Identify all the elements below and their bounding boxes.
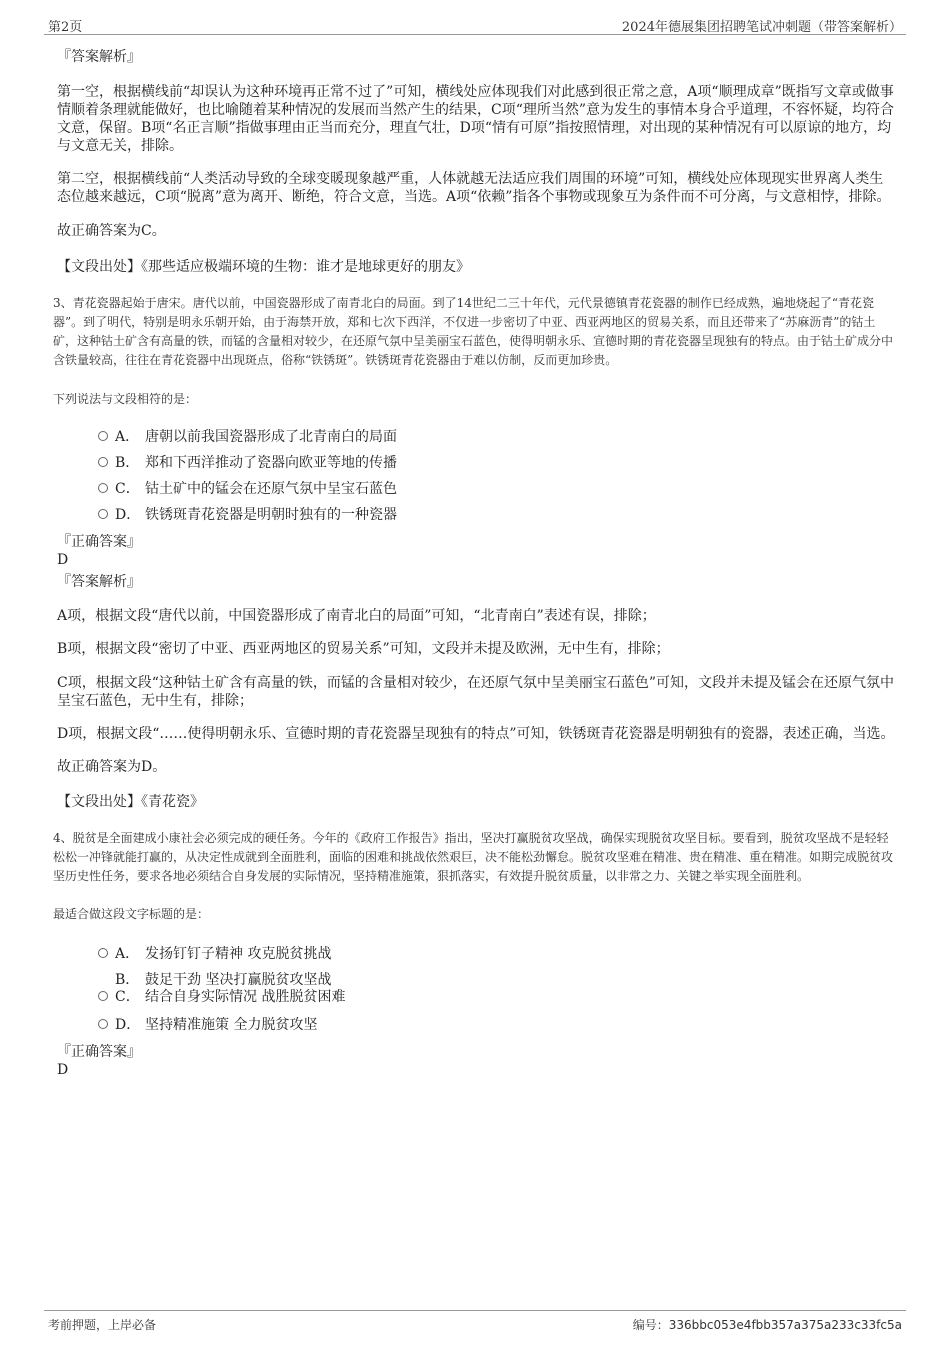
option-text: 唐朝以前我国瓷器形成了北青南白的局面 (145, 429, 397, 445)
radio-icon[interactable] (98, 1019, 108, 1029)
q4-option-b[interactable] (57, 968, 897, 988)
document-title: 2024年德展集团招聘笔试冲刺题（带答案解析） (621, 20, 902, 35)
footer-slogan: 考前押题，上岸必备 (48, 1318, 157, 1332)
q3-conclusion: 故正确答案为D。 (57, 759, 167, 775)
q3-answer-title: 『正确答案』 (57, 534, 141, 550)
q4-option-a[interactable] (57, 942, 897, 968)
q4-option-d[interactable] (57, 1013, 897, 1039)
q3-option-a[interactable] (57, 425, 897, 451)
document-code: 编号：336bbc053e4fbb357a375a233c33fc5a (632, 1318, 902, 1332)
q3-analysis-title: 『答案解析』 (57, 574, 141, 590)
q3-option-d[interactable] (57, 503, 897, 529)
q3-analysis-b: B项，根据文段“密切了中亚、西亚两地区的贸易关系”可知，文段并未提及欧洲，无中生有，排除； (57, 641, 670, 657)
option-label: D． (115, 507, 141, 523)
q2-analysis-title: 『答案解析』 (57, 49, 141, 65)
q4-answer: D (57, 1062, 69, 1078)
q3-analysis-d: D项，根据文段“……使得明朝永乐、宣德时期的青花瓷器呈现独有的特点”可知，铁锈斑青花瓷器是明朝独有的瓷器，表述正确，当选。 (57, 726, 895, 742)
radio-icon[interactable] (98, 457, 108, 467)
radio-icon[interactable] (98, 991, 108, 1001)
q2-analysis-paragraph-2: 第二空，根据横线前“人类活动导致的全球变暖现象越严重，人体就越无法适应我们周围的环境”可知，横线处应体现现实世界离人类生态位越来越远，C项“脱离”意为离开、断绝，符合文意，当选。A项“依赖”指各个事物或现象互为条件而不可分离，与文意相悖，排除。 (57, 171, 891, 205)
option-label: D． (115, 1017, 141, 1033)
option-label: C． (115, 989, 140, 1005)
option-label: A． (115, 946, 140, 962)
page-header (44, 14, 906, 35)
option-text: 结合自身实际情况 战胜脱贫困难 (145, 989, 346, 1005)
option-text: 铁锈斑青花瓷器是明朝时独有的一种瓷器 (145, 507, 397, 523)
radio-icon[interactable] (98, 509, 108, 519)
q2-conclusion: 故正确答案为C。 (57, 223, 166, 239)
q4-question: 最适合做这段文字标题的是： (53, 907, 210, 921)
q3-stem: 3、青花瓷器起始于唐宋。唐代以前，中国瓷器形成了南青北白的局面。到了14世纪二三十年代，元代景德镇青花瓷器的制作已经成熟，遍地烧起了“青花瓷器”。到了明代，特别是明永乐朝开始，由于海禁开放，郑和七次下西洋，不仅进一步密切了中亚、西亚两地区的贸易关系，而且还带来了“苏麻沥青”的钴土矿，这种钴土矿含有高量的铁，而锰的含量相对较少，在还原气氛中呈美丽宝石蓝色，使得明朝永乐、宣德时期的青花瓷器呈现独有的特点。由于钴土矿成分中含铁量较高，往往在青花瓷器中出现斑点，俗称“铁锈斑”。铁锈斑青花瓷器由于难以仿制，反而更加珍贵。 (53, 296, 894, 367)
q3-option-b[interactable] (57, 451, 897, 477)
option-text: 发扬钉钉子精神 攻克脱贫挑战 (145, 946, 332, 962)
q3-option-c[interactable] (57, 477, 897, 503)
q3-answer: D (57, 552, 69, 568)
page-number: 第2页 (48, 20, 83, 35)
option-label: C． (115, 481, 140, 497)
q2-source: 【文段出处】《那些适应极端环境的生物：谁才是地球更好的朋友》 (57, 259, 470, 275)
q3-question: 下列说法与文段相符的是： (53, 392, 198, 406)
option-text: 郑和下西洋推动了瓷器向欧亚等地的传播 (145, 455, 397, 471)
q4-stem: 4、脱贫是全面建成小康社会必须完成的硬任务。今年的《政府工作报告》指出，坚决打赢脱贫攻坚战，确保实现脱贫攻坚目标。要看到，脱贫攻坚战不是轻轻松松一冲锋就能打赢的，从决定性成就到全面胜利，面临的困难和挑战依然艰巨，决不能松劲懈怠。脱贫攻坚难在精准、贵在精准、重在精准。如期完成脱贫攻坚历史性任务，要求各地必须结合自身发展的实际情况，坚持精准施策，狠抓落实，有效提升脱贫质量，以非常之力、关键之举实现全面胜利。 (53, 831, 894, 883)
q3-analysis-c: C项，根据文段“这种钴土矿含有高量的铁，而锰的含量相对较少，在还原气氛中呈美丽宝石蓝色”可知，文段并未提及锰会在还原气氛中呈宝石蓝色，无中生有，排除； (57, 675, 895, 709)
q4-answer-title: 『正确答案』 (57, 1044, 141, 1060)
radio-icon[interactable] (98, 431, 108, 441)
option-label: B． (115, 455, 140, 471)
option-text: 坚持精准施策 全力脱贫攻坚 (145, 1017, 318, 1033)
option-text: 鼓足干劲 坚决打赢脱贫攻坚战 (145, 972, 332, 988)
q2-analysis-paragraph-1: 第一空，根据横线前“却误认为这种环境再正常不过了”可知，横线处应体现我们对此感到很正常之意，A项“顺理成章”既指写文章或做事情顺着条理就能做好，也比喻随着某种情况的发展而当然产生的结果，C项“理所当然”意为发生的事情本身合乎道理，不容怀疑，均符合文意，保留。B项“名正言顺”指做事理由正当而充分，理直气壮，D项“情有可原”指按照情理，对出现的某种情况有可以原谅的地方，均与文意无关，排除。 (57, 84, 895, 154)
radio-icon[interactable] (98, 483, 108, 493)
option-label: A． (115, 429, 140, 445)
q3-source: 【文段出处】《青花瓷》 (57, 794, 204, 810)
q4-option-c[interactable] (57, 985, 897, 1013)
q3-options (57, 425, 897, 529)
q4-options (57, 942, 897, 1039)
page-footer (44, 1310, 906, 1333)
main-content (53, 44, 897, 1079)
radio-icon[interactable] (98, 948, 108, 958)
option-text: 钴土矿中的锰会在还原气氛中呈宝石蓝色 (145, 481, 397, 497)
option-label: B． (115, 972, 140, 988)
q3-analysis-a: A项，根据文段“唐代以前，中国瓷器形成了南青北白的局面”可知，“北青南白”表述有误，排除； (57, 608, 656, 624)
